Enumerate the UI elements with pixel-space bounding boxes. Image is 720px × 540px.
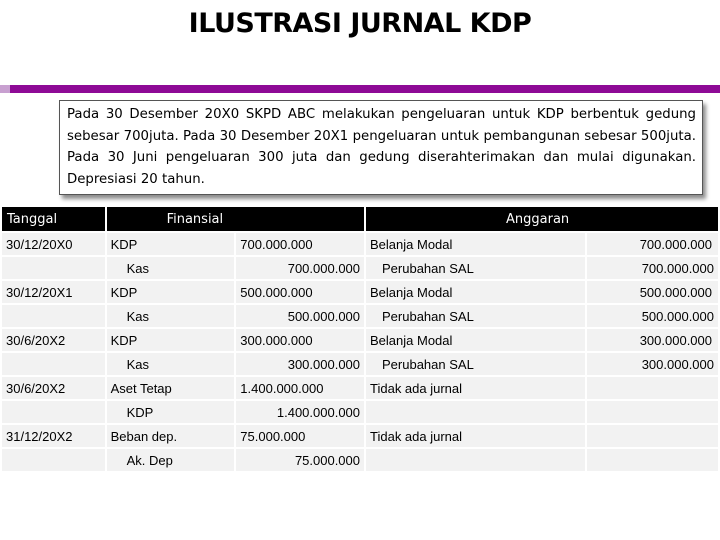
date-cell: 30/6/20X2 — [2, 329, 105, 351]
table-row — [2, 353, 718, 375]
anggaran-debit-account: Belanja Modal — [366, 233, 585, 255]
accent-divider-stub — [0, 85, 10, 93]
finansial-debit-amount: 500.000.000 — [236, 281, 364, 303]
finansial-debit-amount: 75.000.000 — [236, 425, 364, 447]
date-cell: 31/12/20X2 — [2, 425, 105, 447]
table-row — [2, 377, 718, 399]
table-row — [2, 449, 718, 471]
date-cell — [2, 449, 105, 471]
finansial-credit-amount: 1.400.000.000 — [236, 401, 364, 423]
finansial-credit-amount: 500.000.000 — [236, 305, 364, 327]
date-cell — [2, 305, 105, 327]
finansial-debit-amount: 1.400.000.000 — [236, 377, 364, 399]
date-cell — [2, 353, 105, 375]
journal-table — [0, 205, 720, 473]
finansial-credit-account: Ak. Dep — [107, 449, 235, 471]
journal-header-row — [2, 207, 718, 231]
finansial-debit-account: KDP — [107, 281, 235, 303]
anggaran-credit-amount: 700.000.000 — [587, 257, 718, 279]
finansial-credit-account: Kas — [107, 305, 235, 327]
table-row — [2, 233, 718, 255]
finansial-credit-amount: 300.000.000 — [236, 353, 364, 375]
anggaran-debit-amount — [587, 377, 718, 399]
anggaran-credit-account: Perubahan SAL — [366, 353, 585, 375]
date-cell: 30/12/20X1 — [2, 281, 105, 303]
table-row — [2, 401, 718, 423]
anggaran-credit-amount: 500.000.000 — [587, 305, 718, 327]
finansial-debit-account: KDP — [107, 233, 235, 255]
finansial-debit-account: Beban dep. — [107, 425, 235, 447]
anggaran-debit-amount: 300.000.000 — [587, 329, 718, 351]
accent-divider — [0, 85, 720, 93]
anggaran-credit-account — [366, 401, 585, 423]
finansial-debit-account: KDP — [107, 329, 235, 351]
finansial-credit-account: Kas — [107, 257, 235, 279]
anggaran-credit-amount — [587, 401, 718, 423]
date-cell — [2, 401, 105, 423]
case-description-text: Pada 30 Desember 20X0 SKPD ABC melakukan pengeluaran untuk KDP berbentuk gedung sebesar 700juta. Pada 30 Desember 20X1 pengeluaran untuk pembangunan sebesar 500juta. Pada 30 Juni pengeluaran 300 juta dan gedung diserahterimakan dan mulai digunakan. Depresiasi 20 tahun. — [67, 107, 696, 187]
finansial-credit-account: Kas — [107, 353, 235, 375]
finansial-credit-amount: 700.000.000 — [236, 257, 364, 279]
header-anggaran: Anggaran — [366, 207, 718, 231]
table-row — [2, 305, 718, 327]
anggaran-credit-account: Perubahan SAL — [366, 305, 585, 327]
case-description-box — [59, 100, 703, 195]
finansial-credit-amount: 75.000.000 — [236, 449, 364, 471]
table-row — [2, 425, 718, 447]
finansial-debit-amount: 300.000.000 — [236, 329, 364, 351]
accent-divider-main — [10, 85, 720, 93]
table-row — [2, 281, 718, 303]
date-cell — [2, 257, 105, 279]
anggaran-debit-account: Tidak ada jurnal — [366, 377, 585, 399]
table-row — [2, 257, 718, 279]
anggaran-debit-amount: 500.000.000 — [587, 281, 718, 303]
anggaran-credit-account: Perubahan SAL — [366, 257, 585, 279]
anggaran-debit-amount: 700.000.000 — [587, 233, 718, 255]
anggaran-credit-amount: 300.000.000 — [587, 353, 718, 375]
anggaran-debit-account: Tidak ada jurnal — [366, 425, 585, 447]
table-row — [2, 329, 718, 351]
date-cell: 30/6/20X2 — [2, 377, 105, 399]
finansial-credit-account: KDP — [107, 401, 235, 423]
header-tanggal: Tanggal — [2, 207, 105, 231]
header-finansial: Finansial — [107, 207, 364, 231]
anggaran-debit-account: Belanja Modal — [366, 281, 585, 303]
slide-title: ILUSTRASI JURNAL KDP — [188, 8, 532, 39]
anggaran-debit-account: Belanja Modal — [366, 329, 585, 351]
anggaran-credit-amount — [587, 449, 718, 471]
finansial-debit-amount: 700.000.000 — [236, 233, 364, 255]
journal-body — [2, 233, 718, 471]
anggaran-credit-account — [366, 449, 585, 471]
date-cell: 30/12/20X0 — [2, 233, 105, 255]
finansial-debit-account: Aset Tetap — [107, 377, 235, 399]
anggaran-debit-amount — [587, 425, 718, 447]
